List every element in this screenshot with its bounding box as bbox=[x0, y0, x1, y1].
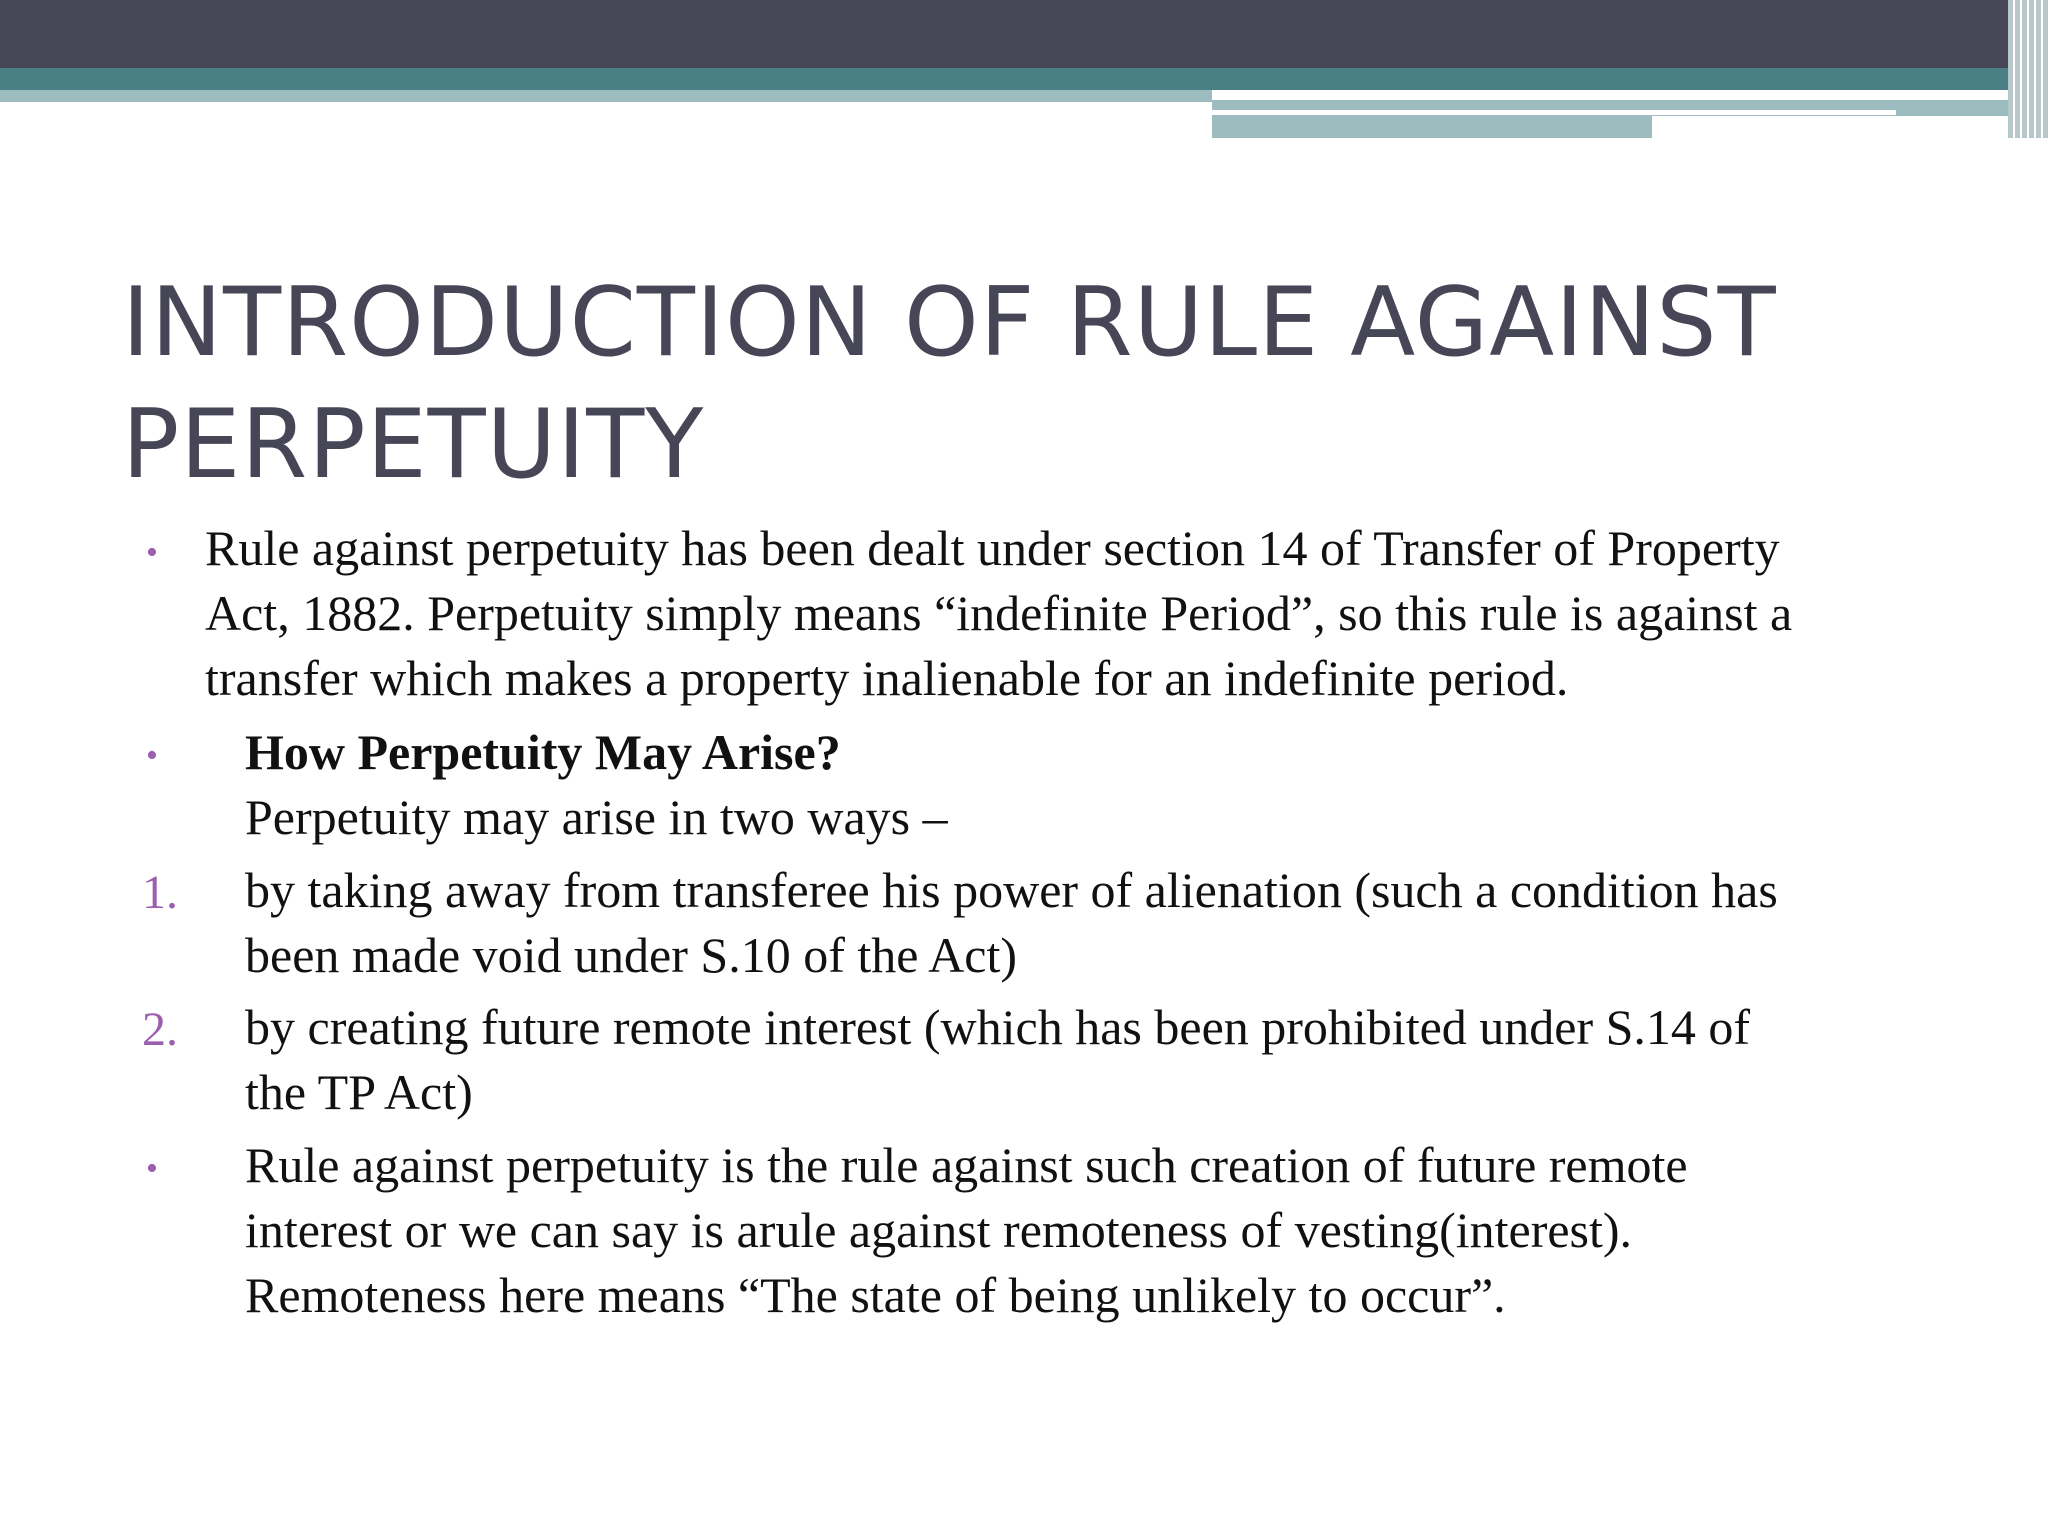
text-line: the TP Act) bbox=[245, 1064, 473, 1120]
text-line: Act, 1882. Perpetuity simply means “indefinite Period”, so this rule is against a bbox=[205, 585, 1793, 641]
numbered-item-text bbox=[245, 995, 1750, 1125]
text-line: Remoteness here means “The state of being unlikely to occur”. bbox=[245, 1267, 1506, 1323]
text-line: Rule against perpetuity is the rule against such creation of future remote bbox=[245, 1137, 1688, 1193]
header-pale-band-lower bbox=[1212, 116, 1652, 138]
text-line: transfer which makes a property inalienable for an indefinite period. bbox=[205, 650, 1569, 706]
number-marker: 2. bbox=[142, 1003, 178, 1056]
list-item-text bbox=[245, 1133, 1688, 1328]
header-edge-stripes bbox=[2008, 0, 2048, 138]
list-item-text bbox=[205, 516, 1792, 711]
list-item-text bbox=[245, 720, 948, 850]
text-line: interest or we can say is arule against remoteness of vesting(interest). bbox=[245, 1202, 1633, 1258]
bullet-marker: • bbox=[146, 737, 158, 774]
number-marker: 1. bbox=[142, 866, 178, 919]
text-line: by taking away from transferee his power of alienation (such a condition has bbox=[245, 862, 1778, 918]
bullet-marker: • bbox=[146, 534, 158, 571]
numbered-item-text bbox=[245, 858, 1778, 988]
bullet-marker: • bbox=[146, 1150, 158, 1187]
slide-title-line-2: PERPETUITY bbox=[122, 390, 705, 500]
header-dark-band bbox=[0, 0, 2048, 68]
text-line: by creating future remote interest (which has been prohibited under S.14 of bbox=[245, 999, 1751, 1055]
header-pale-band-left bbox=[0, 90, 1212, 102]
slide-title-line-1: INTRODUCTION OF RULE AGAINST bbox=[122, 268, 1777, 378]
slide-title bbox=[122, 262, 1922, 506]
list-item-heading: How Perpetuity May Arise? bbox=[245, 724, 841, 780]
header-teal-band bbox=[0, 68, 2048, 90]
header-white-line bbox=[1212, 110, 1896, 115]
text-line: Perpetuity may arise in two ways – bbox=[245, 789, 948, 845]
text-line: been made void under S.10 of the Act) bbox=[245, 927, 1018, 983]
text-line: Rule against perpetuity has been dealt under section 14 of Transfer of Property bbox=[205, 520, 1780, 576]
